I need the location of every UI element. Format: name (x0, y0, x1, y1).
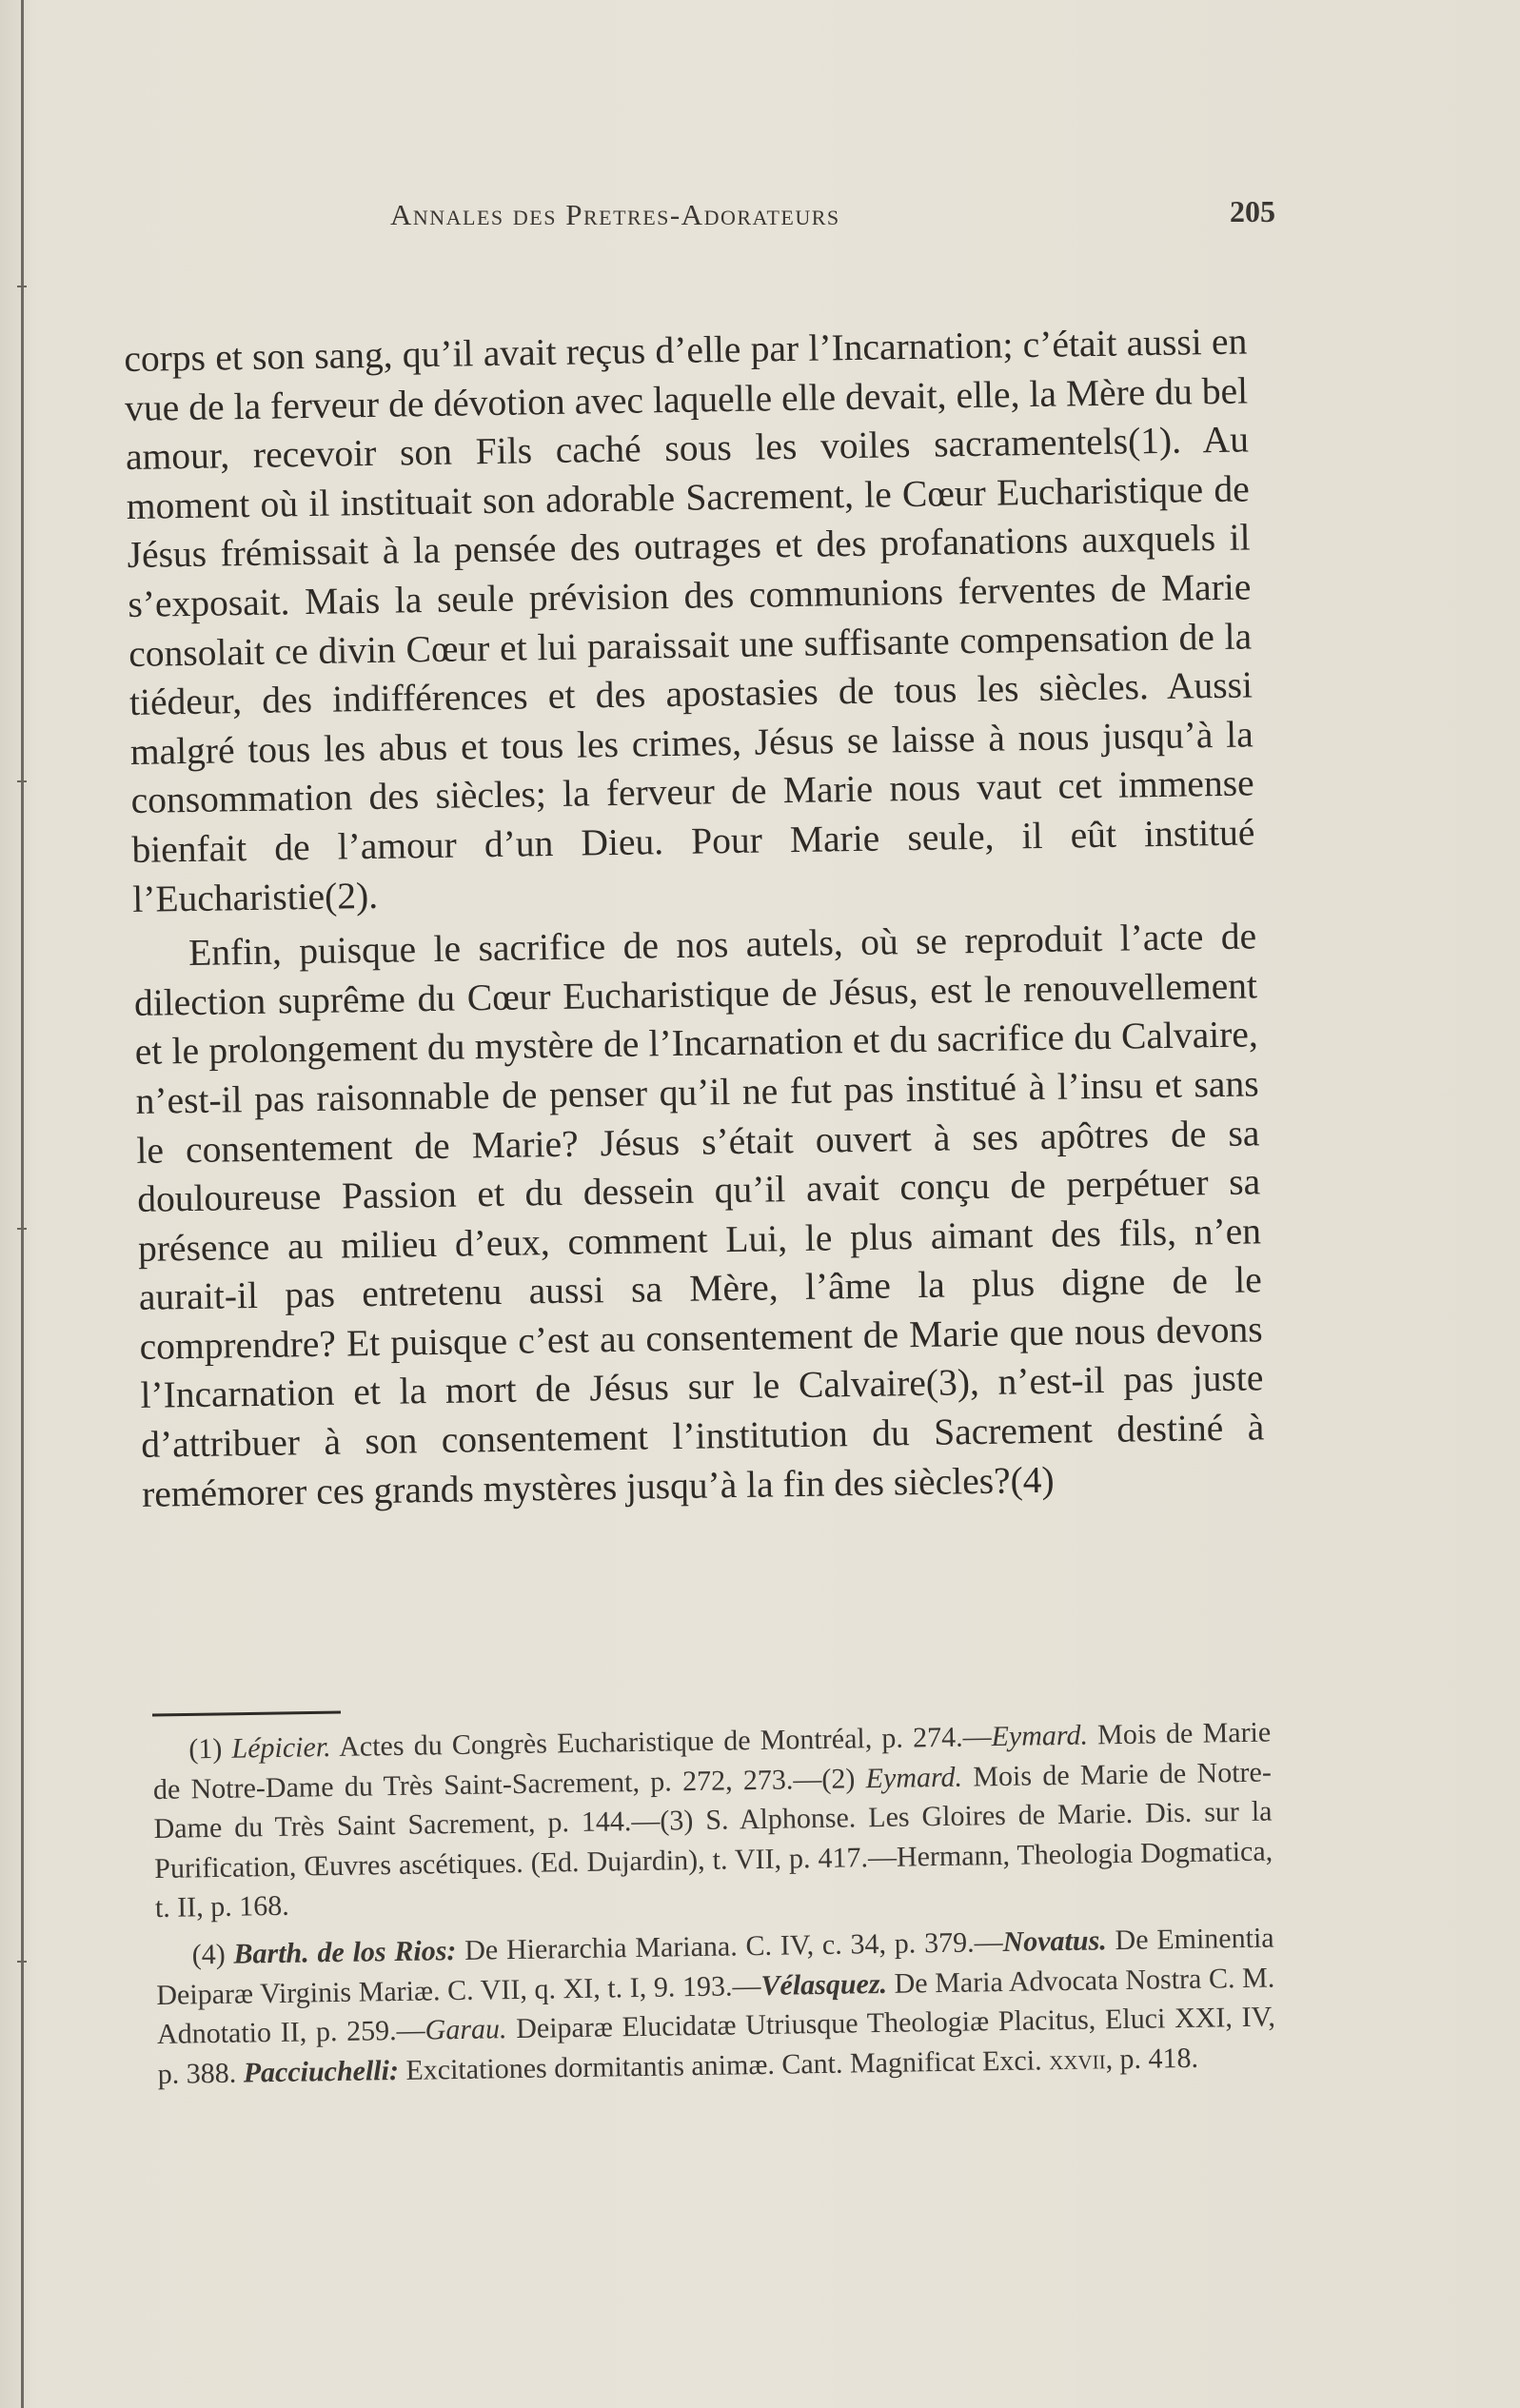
page-spine-edge (21, 0, 24, 2408)
footnote-text: xxvii (1048, 2043, 1106, 2076)
footnote-number: (1) (188, 1732, 223, 1766)
footnote-author: Eymard. (991, 1719, 1089, 1753)
footnote-2 (155, 1918, 1275, 2094)
footnote-author: Garau. (424, 2013, 507, 2046)
running-head: Annales des Pretres-Adorateurs (390, 198, 840, 231)
spine-tick (17, 780, 27, 782)
footnote-author: Vélasquez. (760, 1967, 888, 2002)
spine-tick (17, 286, 27, 287)
footnote-rule (152, 1710, 341, 1716)
footnote-author: Novatus. (1002, 1924, 1107, 1958)
footnote-text: Actes du Congrès Eucharistique de Montréal, p. 274.— (330, 1721, 992, 1764)
footnote-author: Barth. de los Rios: (233, 1934, 457, 1970)
footnote-text: Mois de Marie de Notre-Dame du Très Saint Sacrement, p. 144.—(3) S. Alphonse. Les Gloires de Marie. Dis. sur la Purification, Œuvres ascétiques. (Ed. Dujardin), t. VII, p. 417.—Hermann, Theologia Dogmatica, t. II, p. 168. (153, 1756, 1273, 1924)
footnote-author: Lépicier. (231, 1731, 331, 1765)
main-text (124, 317, 1265, 1519)
footnote-text: Excitationes dormitantis animæ. Cant. Magnificat Exci. (398, 2043, 1050, 2086)
footnote-text: , p. 418. (1105, 2042, 1199, 2076)
footnote-author: Pacciuchelli: (243, 2054, 400, 2089)
footnote-text: De Hierarchia Mariana. C. IV, c. 34, p. 379.— (456, 1925, 1003, 1966)
spine-tick (17, 1961, 27, 1963)
page-number: 205 (1230, 194, 1275, 228)
paragraph-2: Enfin, puisque le sacrifice de nos autels, où se reproduit l’acte de dilection suprême du Cœur Eucharistique de Jésus, est le renouvellement et le prolongement du mystère de l’Incarnation et du sacrifice du Calvaire, n’est-il pas raisonnable de penser qu’il ne fut pas institué à l’insu et sans le consentement de Marie? Jésus s’était ouvert à ses apôtres de sa douloureuse Passion et du dessein qu’il avait conçu de perpétuer sa présence au milieu d’eux, comment Lui, le plus aimant des fils, n’en aurait-il pas entretenu aussi sa Mère, l’âme la plus digne de le comprendre? Et puisque c’est au consentement de Marie que nous devons l’Incarnation et la mort de Jésus sur le Calvaire(3), n’est-il pas juste d’attribuer à son consentement l’institution du Sacrement destiné à remémorer ces grands mystères jusqu’à la fin des siècles?(4) (133, 915, 1265, 1515)
footnote-text: Mois de Marie de Notre-Dame du Très Saint-Sacrement, p. 272, 273.—(2) (152, 1716, 1272, 1806)
footnote-text: De Eminentia Deiparæ Virginis Mariæ. C. VII, q. XI, t. I, 9. 193.— (156, 1922, 1274, 2011)
footnote-text: Deiparæ Elucidatæ Utriusque Theologiæ Placitus, Eluci XXI, IV, p. 388. (157, 2001, 1276, 2090)
footnotes (152, 1713, 1276, 2095)
footnote-text: De Maria Advocata Nostra C. M. Adnotatio II, p. 259.— (156, 1962, 1275, 2051)
paragraph-1: corps et son sang, qu’il avait reçus d’elle par l’Incarnation; c’était aussi en vue de la ferveur de dévotion avec laquelle elle devait, elle, la Mère du bel amour, recevoir son Fils caché sous les voiles sacramentels(1). Au moment où il instituait son adorable Sacrement, le Cœur Eucharistique de Jésus frémissait à la pensée des outrages et des profanations auxquels il s’exposait. Mais la seule prévision des communions ferventes de Marie consolait ce divin Cœur et lui paraissait une suffisante compensation de la tiédeur, des indifférences et des apostasies de tous les siècles. Aussi malgré tous les abus et tous les crimes, Jésus se laisse à nous jusqu’à la consommation des siècles; la ferveur de Marie nous vaut cet immense bienfait de l’amour d’un Dieu. Pour Marie seule, il eût institué l’Eucharistie(2). (124, 320, 1255, 920)
footnote-author: Eymard. (865, 1761, 963, 1794)
footnote-number: (4) (191, 1938, 226, 1971)
spine-tick (17, 1228, 27, 1230)
page-header (390, 194, 1275, 236)
footnote-1 (152, 1713, 1273, 1928)
